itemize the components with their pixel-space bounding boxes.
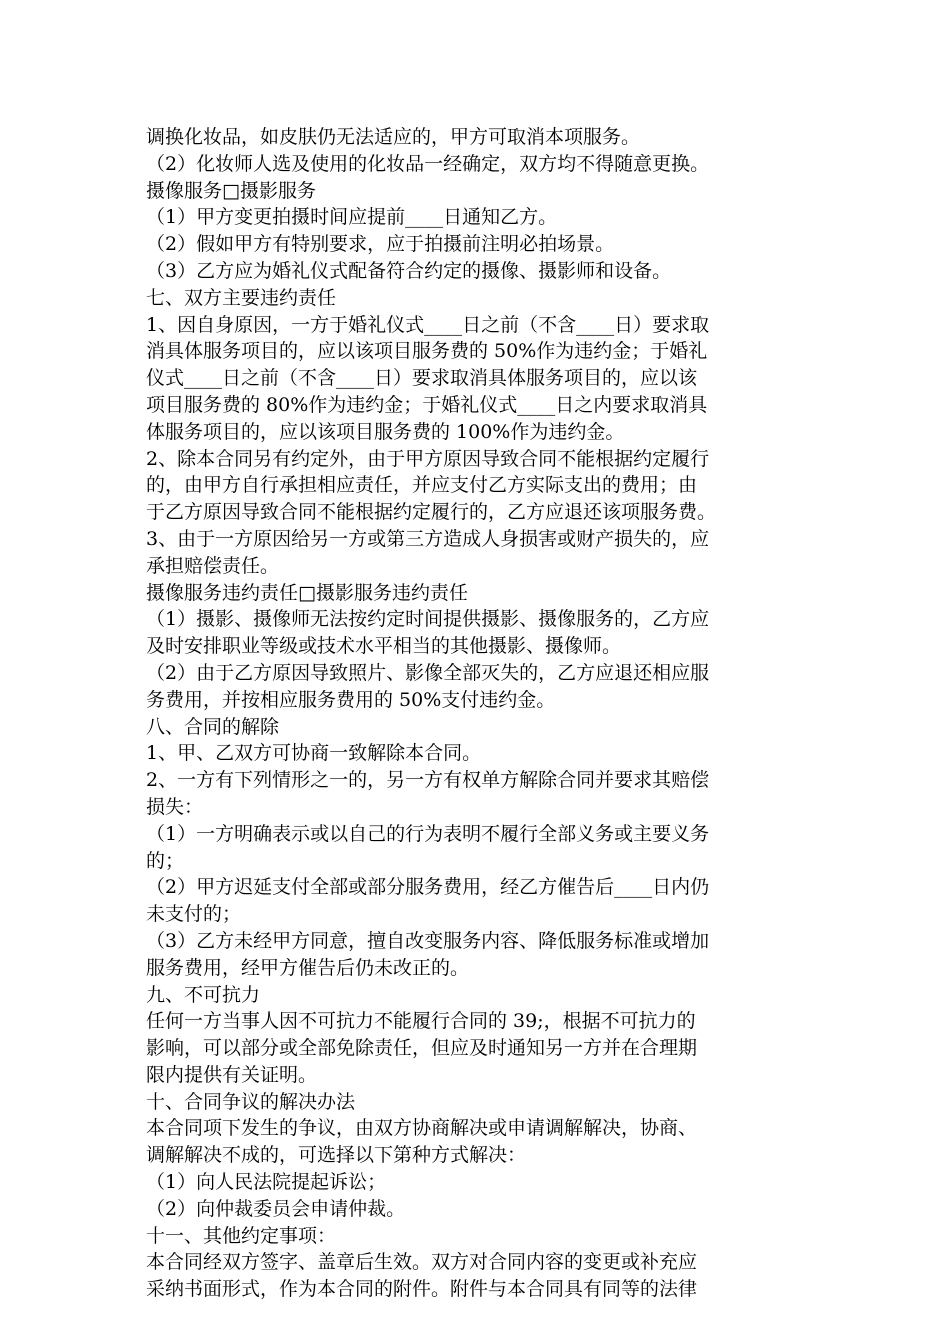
text-line: 采纳书面形式，作为本合同的附件。附件与本合同具有同等的法律 xyxy=(146,1278,698,1301)
text-line: 的； xyxy=(146,849,185,872)
text-line: （2）化妆师人选及使用的化妆品一经确定，双方均不得随意更换。 xyxy=(146,152,710,175)
text-line: （3）乙方应为婚礼仪式配备符合约定的摄像、摄影师和设备。 xyxy=(146,259,672,282)
section-heading: 十一、其他约定事项： xyxy=(146,1224,337,1247)
text-line: 消具体服务项目的，应以该项目服务费的 50%作为违约金；于婚礼 xyxy=(146,340,708,363)
text-line: 2、除本合同另有约定外，由于甲方原因导致合同不能根据约定履行 xyxy=(146,447,710,470)
text-line: 本合同经双方签字、盖章后生效。双方对合同内容的变更或补充应 xyxy=(146,1251,698,1274)
document-page xyxy=(146,124,810,1303)
text-line: 服务费用，经甲方催告后仍未改正的。 xyxy=(146,956,470,979)
text-line: 任何一方当事人因不可抗力不能履行合同的 39;，根据不可抗力的 xyxy=(146,1010,696,1033)
text-line: 限内提供有关证明。 xyxy=(146,1063,318,1086)
text-line: 调换化妆品，如皮肤仍无法适应的，甲方可取消本项服务。 xyxy=(146,126,641,148)
text-line: 调解解决不成的，可选择以下第种方式解决： xyxy=(146,1144,527,1167)
text-line: 2、一方有下列情形之一的，另一方有权单方解除合同并要求其赔偿 xyxy=(146,769,710,792)
text-line: 承担赔偿责任。 xyxy=(146,554,280,577)
text-line: （2）甲方迟延支付全部或部分服务费用，经乙方催告后____日内仍 xyxy=(146,876,710,899)
text-line: 1、甲、乙双方可协商一致解除本合同。 xyxy=(146,742,482,765)
section-heading: 摄像服务违约责任□摄影服务违约责任 xyxy=(146,581,468,604)
section-heading: 摄像服务□摄影服务 xyxy=(146,179,316,202)
text-line: 及时安排职业等级或技术水平相当的其他摄影、摄像师。 xyxy=(146,635,622,658)
section-heading: 十、合同争议的解决办法 xyxy=(146,1090,356,1113)
text-line: （3）乙方未经甲方同意，擅自改变服务内容、降低服务标准或增加 xyxy=(146,929,710,952)
text-line: （1）一方明确表示或以自己的行为表明不履行全部义务或主要义务 xyxy=(146,822,710,845)
section-heading: 七、双方主要违约责任 xyxy=(146,286,337,309)
text-line: 体服务项目的，应以该项目服务费的 100%作为违约金。 xyxy=(146,420,625,443)
text-line: 影响，可以部分或全部免除责任，但应及时通知另一方并在合理期 xyxy=(146,1037,698,1060)
text-line: （2）由于乙方原因导致照片、影像全部灭失的，乙方应退还相应服 xyxy=(146,661,710,684)
section-heading: 八、合同的解除 xyxy=(146,715,280,738)
text-line: 损失： xyxy=(146,795,204,818)
text-line: 未支付的； xyxy=(146,903,242,926)
text-line: 项目服务费的 80%作为违约金；于婚礼仪式____日之内要求取消具 xyxy=(146,393,708,416)
text-line: （1）摄影、摄像师无法按约定时间提供摄影、摄像服务的，乙方应 xyxy=(146,608,710,631)
text-line: 的，由甲方自行承担相应责任，并应支付乙方实际支出的费用；由 xyxy=(146,474,698,497)
text-line: （2）向仲裁委员会申请仲裁。 xyxy=(146,1197,406,1220)
text-line: 于乙方原因导致合同不能根据约定履行的，乙方应退还该项服务费。 xyxy=(146,501,717,524)
text-line: （1）向人民法院提起诉讼； xyxy=(146,1171,387,1194)
text-line: 1、因自身原因，一方于婚礼仪式____日之前（不含____日）要求取 xyxy=(146,313,710,336)
text-line: （2）假如甲方有特别要求，应于拍摄前注明必拍场景。 xyxy=(146,233,615,256)
section-heading: 九、不可抗力 xyxy=(146,983,261,1006)
text-line: 本合同项下发生的争议，由双方协商解决或申请调解解决，协商、 xyxy=(146,1117,698,1140)
text-line: （1）甲方变更拍摄时间应提前____日通知乙方。 xyxy=(146,206,558,229)
text-line: 3、由于一方原因给另一方或第三方造成人身损害或财产损失的，应 xyxy=(146,527,710,550)
text-line: 务费用，并按相应服务费用的 50%支付违约金。 xyxy=(146,688,556,711)
text-line: 仪式____日之前（不含____日）要求取消具体服务项目的，应以该 xyxy=(146,367,698,390)
